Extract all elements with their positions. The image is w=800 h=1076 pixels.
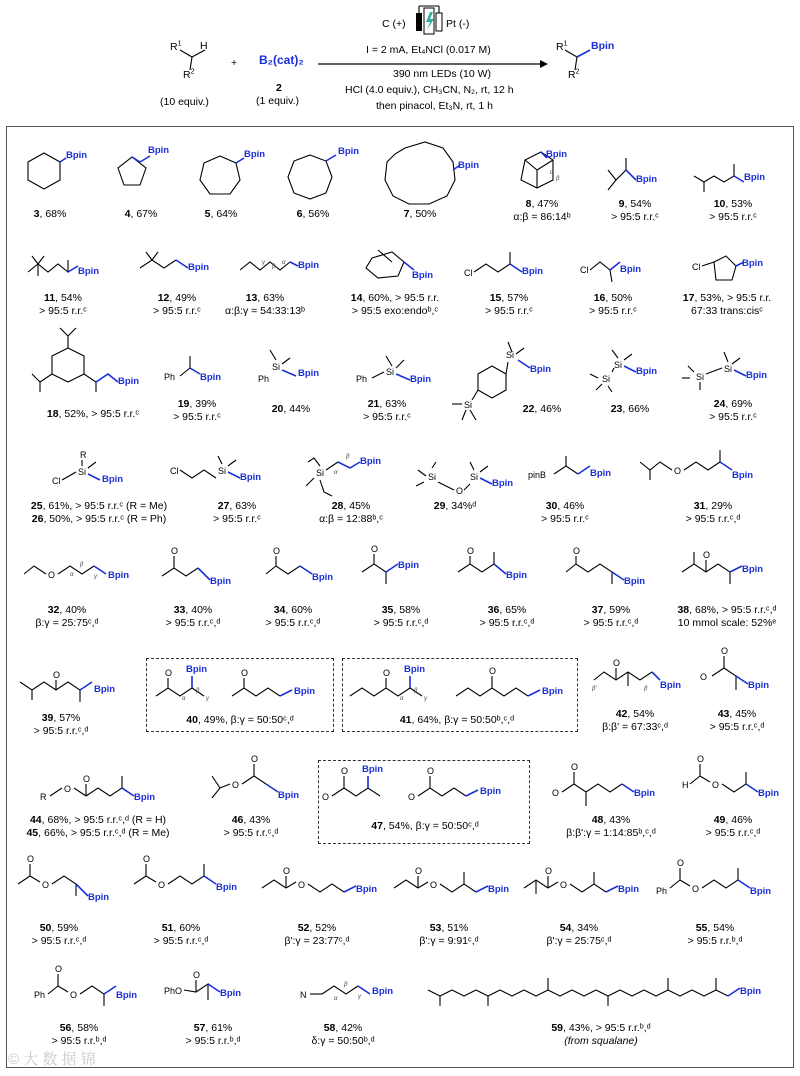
label-47: 47, 54%, β:γ = 50:50ᶜ,ᵈ	[371, 820, 479, 832]
label-58: 58, 42% δ:γ = 50:50ᵇ,ᵈ	[311, 1022, 375, 1047]
svg-text:Cl: Cl	[464, 268, 473, 278]
svg-text:O: O	[143, 854, 151, 864]
label-22: 22, 46%	[522, 403, 562, 415]
structure-56	[34, 964, 137, 1006]
svg-text:Bpin: Bpin	[748, 680, 770, 691]
structure-34	[266, 546, 333, 583]
svg-text:Bpin: Bpin	[410, 374, 432, 385]
svg-text:Bpin: Bpin	[746, 370, 768, 381]
structure-42	[591, 658, 681, 692]
structure-35	[362, 544, 419, 584]
structure-28	[306, 454, 381, 496]
structure-58	[300, 982, 393, 1002]
structure-16	[580, 262, 641, 282]
structure-17	[692, 256, 763, 280]
structure-5	[200, 149, 265, 194]
structure-46	[212, 754, 299, 801]
svg-text:Bpin: Bpin	[88, 892, 110, 903]
cathode-label: Pt (-)	[446, 18, 470, 30]
structure-49	[682, 754, 779, 799]
svg-text:Bpin: Bpin	[636, 366, 658, 377]
structure-14	[366, 250, 433, 281]
svg-text:γ: γ	[94, 574, 97, 580]
label-33: 33, 40% > 95:5 r.r.ᶜ,ᵈ	[165, 604, 221, 629]
svg-text:O: O	[53, 670, 61, 680]
label-12: 12, 49% > 95:5 r.r.ᶜ	[153, 292, 201, 317]
label-11: 11, 54% > 95:5 r.r.ᶜ	[39, 292, 87, 317]
svg-text:O: O	[613, 658, 621, 668]
svg-text:Bpin: Bpin	[360, 456, 382, 467]
svg-text:Si: Si	[602, 374, 611, 384]
svg-text:O: O	[692, 884, 700, 894]
svg-text:Bpin: Bpin	[412, 270, 434, 281]
label-54: 54, 34% β':γ = 25:75ᶜ,ᵈ	[546, 922, 612, 947]
svg-text:Si: Si	[724, 364, 733, 374]
svg-text:Bpin: Bpin	[116, 990, 138, 1001]
structure-12	[140, 252, 209, 273]
svg-text:Bpin: Bpin	[618, 884, 640, 895]
svg-text:O: O	[165, 668, 173, 678]
structure-52	[262, 866, 377, 895]
svg-text:H: H	[682, 780, 689, 790]
condition-4: then pinacol, Et₃N, rt, 1 h	[376, 100, 493, 112]
label-29: 29, 34%ᵈ	[433, 500, 477, 512]
svg-text:Bpin: Bpin	[488, 884, 510, 895]
structure-13	[240, 260, 319, 271]
svg-text:O: O	[55, 964, 63, 974]
svg-text:Si: Si	[506, 350, 515, 360]
svg-text:Bpin: Bpin	[186, 664, 208, 675]
label-3: 3, 68%	[33, 208, 67, 220]
plus-sign: +	[231, 57, 238, 69]
svg-text:β: β	[414, 688, 418, 694]
svg-text:pinB: pinB	[528, 470, 547, 480]
svg-text:Bpin: Bpin	[634, 788, 656, 799]
label-56: 56, 58% > 95:5 r.r.ᵇ,ᵈ	[51, 1022, 107, 1047]
svg-text:O: O	[674, 466, 682, 476]
svg-text:α: α	[550, 170, 554, 176]
svg-text:Si: Si	[428, 472, 437, 482]
svg-text:O: O	[322, 792, 330, 802]
structure-30	[528, 456, 611, 480]
svg-text:α: α	[334, 996, 338, 1002]
label-35: 35, 58% > 95:5 r.r.ᶜ,ᵈ	[373, 604, 429, 629]
svg-text:R: R	[40, 792, 47, 802]
structure-7	[385, 142, 479, 204]
svg-text:Si: Si	[614, 360, 623, 370]
label-37: 37, 59% > 95:5 r.r.ᶜ,ᵈ	[583, 604, 639, 629]
product-group: Bpin	[591, 40, 615, 52]
label-52: 52, 52% β':γ = 23:77ᶜ,ᵈ	[284, 922, 350, 947]
svg-text:Bpin: Bpin	[278, 790, 300, 801]
svg-text:Bpin: Bpin	[118, 376, 140, 387]
svg-text:O: O	[171, 546, 179, 556]
label-51: 51, 60% > 95:5 r.r.ᶜ,ᵈ	[153, 922, 209, 947]
svg-text:O: O	[677, 858, 685, 868]
structure-3	[28, 150, 87, 189]
svg-text:Ph: Ph	[356, 374, 368, 384]
structure-31	[640, 450, 753, 481]
svg-text:Bpin: Bpin	[102, 474, 124, 485]
svg-text:Bpin: Bpin	[134, 792, 156, 803]
reactant-equiv: (10 equiv.)	[160, 96, 209, 108]
svg-text:O: O	[193, 970, 201, 980]
structure-19	[164, 356, 221, 383]
svg-text:Cl: Cl	[580, 265, 589, 275]
condition-2: 390 nm LEDs (10 W)	[393, 68, 492, 80]
svg-text:O: O	[27, 854, 35, 864]
svg-text:Bpin: Bpin	[660, 680, 682, 691]
structure-6	[288, 146, 359, 199]
label-42: 42, 54% β:β' = 67:33ᶜ,ᵈ	[602, 708, 668, 733]
svg-text:Si: Si	[78, 467, 87, 477]
svg-text:PhO: PhO	[164, 986, 183, 996]
svg-text:α: α	[282, 260, 286, 266]
svg-text:Si: Si	[696, 372, 705, 382]
svg-text:O: O	[298, 880, 306, 890]
svg-text:Si: Si	[316, 468, 325, 478]
svg-text:Bpin: Bpin	[624, 576, 646, 587]
svg-text:Bpin: Bpin	[522, 266, 544, 277]
structure-11	[28, 256, 99, 277]
svg-text:O: O	[697, 754, 705, 764]
label-57: 57, 61% > 95:5 r.r.ᵇ,ᵈ	[185, 1022, 241, 1047]
svg-text:O: O	[83, 774, 91, 784]
svg-text:Bpin: Bpin	[744, 172, 766, 183]
label-50: 50, 59% > 95:5 r.r.ᶜ,ᵈ	[31, 922, 87, 947]
structure-29	[416, 462, 513, 496]
svg-text:O: O	[383, 668, 391, 678]
svg-text:Bpin: Bpin	[404, 664, 426, 675]
structure-37	[566, 546, 645, 587]
svg-text:Si: Si	[218, 466, 227, 476]
structure-15	[464, 252, 543, 278]
svg-text:O: O	[273, 546, 281, 556]
svg-text:Bpin: Bpin	[620, 264, 642, 275]
reagent-name: B₂(cat)₂	[259, 53, 304, 67]
reactant-h: H	[200, 40, 208, 52]
anode-label: C (+)	[382, 18, 406, 30]
svg-text:O: O	[489, 666, 497, 676]
svg-text:Si: Si	[272, 362, 281, 372]
svg-text:β: β	[556, 176, 560, 182]
svg-text:Bpin: Bpin	[758, 788, 780, 799]
reactant-r2: $R^2$	[183, 68, 195, 81]
label-59: 59, 43%, > 95:5 r.r.ᵇ,ᵈ (from squalane)	[551, 1022, 651, 1047]
structure-40	[156, 664, 315, 702]
svg-text:Bpin: Bpin	[338, 146, 360, 157]
svg-text:Bpin: Bpin	[148, 145, 170, 156]
svg-text:Bpin: Bpin	[66, 150, 88, 161]
structure-41	[350, 664, 563, 702]
label-20: 20, 44%	[271, 403, 311, 415]
label-9: 9, 54% > 95:5 r.r.ᶜ	[611, 198, 659, 223]
svg-text:β: β	[196, 688, 200, 694]
svg-text:O: O	[48, 570, 56, 580]
label-48: 48, 43% β:β':γ = 1:14:85ᵇ,ᶜ,ᵈ	[566, 814, 656, 839]
label-6: 6, 56%	[296, 208, 330, 220]
structure-18	[32, 328, 139, 392]
structure-48	[552, 762, 655, 806]
structure-36	[458, 546, 527, 581]
svg-text:α: α	[70, 572, 74, 578]
label-46: 46, 43% > 95:5 r.r.ᶜ,ᵈ	[223, 814, 279, 839]
label-41: 41, 64%, β:γ = 50:50ᵇ,ᶜ,ᵈ	[399, 714, 515, 726]
svg-text:Bpin: Bpin	[200, 372, 222, 383]
svg-text:Bpin: Bpin	[732, 470, 754, 481]
label-36: 36, 65% > 95:5 r.r.ᶜ,ᵈ	[479, 604, 535, 629]
structure-33	[162, 546, 231, 587]
label-23: 23, 66%	[610, 403, 650, 415]
svg-text:Bpin: Bpin	[108, 570, 130, 581]
svg-text:Si: Si	[386, 367, 395, 377]
structure-47	[322, 764, 501, 802]
svg-text:O: O	[232, 780, 240, 790]
svg-text:O: O	[341, 766, 349, 776]
label-40: 40, 49%, β:γ = 50:50ᶜ,ᵈ	[186, 714, 294, 726]
structure-27	[170, 456, 261, 483]
svg-text:O: O	[573, 546, 581, 556]
structure-21	[356, 356, 431, 385]
condition-1: I = 2 mA, Et₄NCl (0.017 M)	[366, 44, 491, 56]
svg-text:O: O	[721, 646, 729, 656]
svg-text:α: α	[400, 696, 404, 702]
svg-text:O: O	[408, 792, 416, 802]
condition-3: HCl (4.0 equiv.), CH₃CN, N₂, rt, 12 h	[345, 84, 514, 96]
structure-54	[524, 866, 639, 895]
svg-text:O: O	[712, 780, 720, 790]
svg-text:O: O	[251, 754, 259, 764]
label-24: 24, 69% > 95:5 r.r.ᶜ	[709, 398, 757, 423]
product-r2: $R^2$	[568, 68, 580, 81]
svg-text:O: O	[241, 668, 249, 678]
svg-text:Bpin: Bpin	[298, 368, 320, 379]
svg-text:Bpin: Bpin	[298, 260, 320, 271]
label-15: 15, 57% > 95:5 r.r.ᶜ	[485, 292, 533, 317]
structure-55	[656, 858, 771, 897]
structure-59	[428, 978, 761, 1006]
label-19: 19, 39% > 95:5 r.r.ᶜ	[173, 398, 221, 423]
label-4: 4, 67%	[124, 208, 158, 220]
svg-text:O: O	[467, 546, 475, 556]
svg-text:Ph: Ph	[258, 374, 270, 384]
label-8: 8, 47% α:β = 86:14ᵇ	[513, 198, 571, 223]
svg-text:O: O	[552, 788, 560, 798]
watermark: © 大 数 据 锦	[8, 1051, 96, 1068]
svg-text:β: β	[346, 454, 350, 460]
svg-text:Bpin: Bpin	[78, 266, 100, 277]
svg-text:O: O	[283, 866, 291, 876]
label-5: 5, 64%	[204, 208, 238, 220]
svg-text:α: α	[182, 696, 186, 702]
structure-38	[682, 550, 763, 584]
structure-9	[608, 158, 657, 190]
label-28: 28, 45% α:β = 12:88ᵇ,ᶜ	[319, 500, 383, 525]
label-32: 32, 40% β:γ = 25:75ᶜ,ᵈ	[35, 604, 99, 629]
label-14: 14, 60%, > 95:5 r.r. > 95:5 exo:endoᵇ,ᶜ	[350, 292, 440, 317]
svg-text:Bpin: Bpin	[188, 262, 210, 273]
svg-text:Bpin: Bpin	[590, 468, 612, 479]
svg-text:Bpin: Bpin	[740, 986, 762, 997]
reactant-r1: $R^1$	[170, 40, 182, 53]
label-44-45: 44, 68%, > 95:5 r.r.ᶜ,ᵈ (R = H) 45, 66%, > 95:5 r.r.ᶜ,ᵈ (R = Me)	[26, 814, 170, 839]
svg-text:O: O	[703, 550, 711, 560]
label-10: 10, 53% > 95:5 r.r.ᶜ	[709, 198, 757, 223]
svg-text:Ph: Ph	[164, 372, 176, 382]
structure-4	[118, 145, 169, 185]
svg-text:O: O	[430, 880, 438, 890]
svg-text:γ: γ	[358, 994, 361, 1000]
svg-text:Cl: Cl	[52, 476, 61, 486]
label-39: 39, 57% > 95:5 r.r.ᶜ,ᵈ	[33, 712, 89, 737]
svg-text:O: O	[70, 990, 78, 1000]
svg-text:Bpin: Bpin	[216, 882, 238, 893]
svg-text:Bpin: Bpin	[294, 686, 316, 697]
svg-text:N: N	[300, 990, 307, 1000]
svg-text:Bpin: Bpin	[244, 149, 266, 160]
svg-text:O: O	[415, 866, 423, 876]
structure-44-45	[40, 774, 155, 803]
structure-32	[24, 562, 129, 581]
label-34: 34, 60% > 95:5 r.r.ᶜ,ᵈ	[265, 604, 321, 629]
svg-text:O: O	[42, 880, 50, 890]
label-27: 27, 63% > 95:5 r.r.ᶜ	[213, 500, 261, 525]
label-55: 55, 54% > 95:5 r.r.ᵇ,ᵈ	[687, 922, 743, 947]
svg-text:Bpin: Bpin	[240, 472, 262, 483]
label-7: 7, 50%	[403, 208, 437, 220]
svg-text:Bpin: Bpin	[506, 570, 528, 581]
svg-text:Bpin: Bpin	[356, 884, 378, 895]
svg-text:O: O	[700, 672, 708, 682]
svg-text:Ph: Ph	[656, 886, 668, 896]
label-21: 21, 63% > 95:5 r.r.ᶜ	[363, 398, 411, 423]
svg-text:O: O	[64, 784, 72, 794]
svg-text:γ: γ	[424, 696, 427, 702]
structure-23	[590, 350, 657, 392]
svg-text:Ph: Ph	[34, 990, 46, 1000]
structure-51	[134, 854, 237, 893]
svg-text:Si: Si	[464, 400, 473, 410]
structure-43	[700, 646, 769, 691]
label-13: 13, 63% α:β:γ = 54:33:13ᵇ	[225, 292, 305, 317]
label-18: 18, 52%, > 95:5 r.r.ᶜ	[46, 408, 140, 420]
svg-text:β: β	[644, 686, 648, 692]
svg-text:Bpin: Bpin	[750, 886, 772, 897]
svg-text:γ: γ	[206, 696, 209, 702]
svg-text:Cl: Cl	[692, 262, 701, 272]
label-31: 31, 29% > 95:5 r.r.ᶜ,ᵈ	[685, 500, 741, 525]
svg-text:Bpin: Bpin	[398, 560, 420, 571]
label-16: 16, 50% > 95:5 r.r.ᶜ	[589, 292, 637, 317]
svg-text:O: O	[560, 880, 568, 890]
product-r1: $R^1$	[556, 40, 568, 53]
structure-10	[694, 164, 765, 192]
structure-50	[18, 854, 109, 903]
svg-text:Bpin: Bpin	[210, 576, 232, 587]
svg-text:O: O	[371, 544, 379, 554]
svg-text:Bpin: Bpin	[636, 174, 658, 185]
svg-text:O: O	[427, 766, 435, 776]
label-25-26: 25, 61%, > 95:5 r.r.ᶜ (R = Me) 26, 50%, > 95:5 r.r.ᶜ (R = Ph)	[30, 500, 168, 525]
svg-text:Bpin: Bpin	[546, 149, 568, 160]
reagent-equiv: (1 equiv.)	[256, 95, 299, 107]
svg-text:β: β	[80, 562, 84, 568]
svg-text:Bpin: Bpin	[492, 478, 514, 489]
svg-text:α: α	[334, 470, 338, 476]
svg-text:Bpin: Bpin	[458, 160, 480, 171]
svg-text:O: O	[456, 486, 464, 496]
structure-8	[521, 149, 567, 188]
svg-text:β: β	[272, 264, 276, 270]
svg-text:O: O	[571, 762, 579, 772]
structure-57	[164, 970, 241, 1000]
label-17: 17, 53%, > 95:5 r.r. 67:33 trans:cisᶜ	[682, 292, 772, 317]
svg-text:Bpin: Bpin	[542, 686, 564, 697]
svg-text:Bpin: Bpin	[372, 986, 394, 997]
structure-39	[20, 670, 115, 702]
structure-20	[258, 350, 319, 384]
label-38: 38, 68%, > 95:5 r.r.ᶜ,ᵈ 10 mmol scale: 52%ᵉ	[677, 604, 777, 629]
svg-text:Si: Si	[470, 472, 479, 482]
svg-text:Bpin: Bpin	[742, 258, 764, 269]
svg-text:O: O	[545, 866, 553, 876]
svg-text:O: O	[158, 880, 166, 890]
label-30: 30, 46% > 95:5 r.r.ᶜ	[541, 500, 589, 525]
svg-text:Bpin: Bpin	[94, 684, 116, 695]
svg-text:Bpin: Bpin	[480, 786, 502, 797]
structure-53	[394, 866, 509, 895]
label-53: 53, 51% β':γ = 9:91ᶜ,ᵈ	[419, 922, 479, 947]
svg-text:β: β	[344, 982, 348, 988]
svg-text:Cl: Cl	[170, 466, 179, 476]
structure-25-26	[52, 450, 123, 486]
svg-text:R: R	[80, 450, 87, 460]
svg-text:β': β'	[592, 686, 597, 692]
label-43: 43, 45% > 95:5 r.r.ᶜ,ᵈ	[709, 708, 765, 733]
structure-24	[682, 352, 767, 390]
label-49: 49, 46% > 95:5 r.r.ᶜ,ᵈ	[705, 814, 761, 839]
reagent-number: 2	[276, 82, 282, 94]
svg-text:Bpin: Bpin	[530, 364, 552, 375]
svg-text:Bpin: Bpin	[312, 572, 334, 583]
svg-text:Bpin: Bpin	[742, 564, 764, 575]
svg-text:γ: γ	[262, 260, 265, 266]
svg-text:Bpin: Bpin	[362, 764, 384, 775]
svg-text:Bpin: Bpin	[220, 988, 242, 999]
